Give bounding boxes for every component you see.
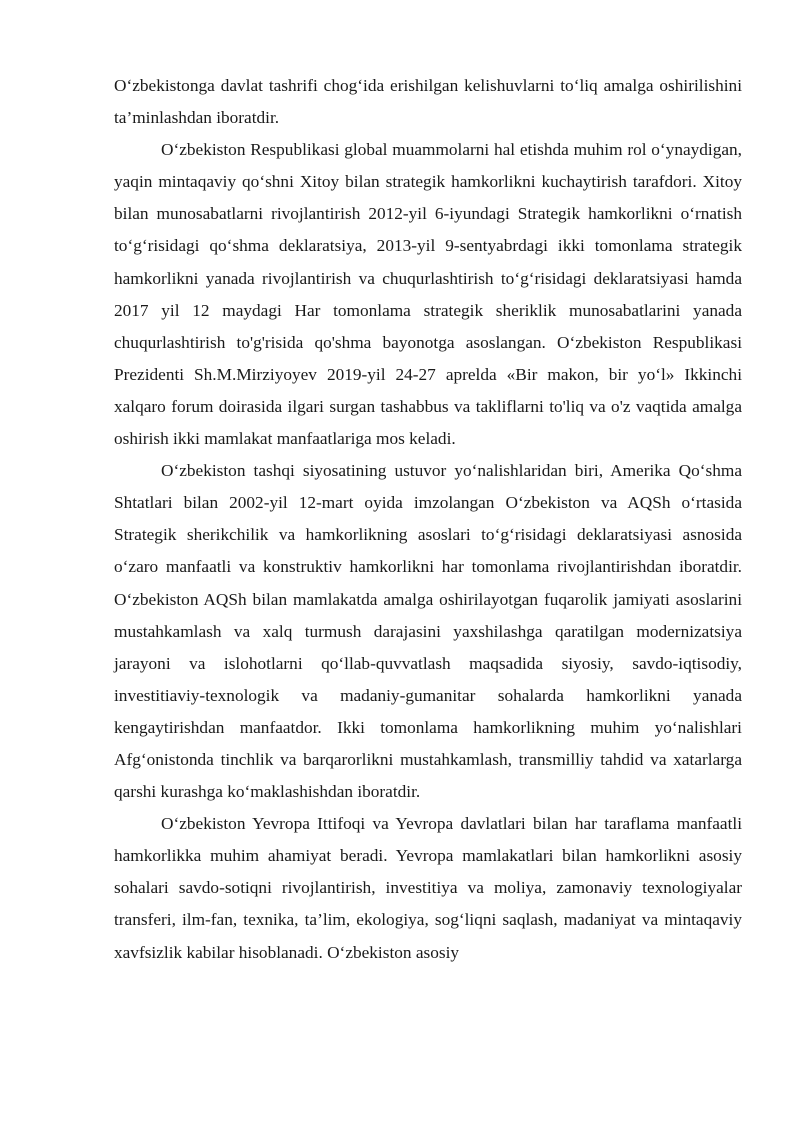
paragraph-2: O‘zbekiston Respublikasi global muammolarni hal etishda muhim rol o‘ynaydigan, yaqin mintaqaviy qo‘shni Xitoy bilan strategik hamkorlikni kuchaytirish tarafdori. Xitoy bilan munosabatlarni rivojlantirish 2012-yil 6-iyundagi Strategik hamkorlikni o‘rnatish to‘g‘risidagi qo‘shma deklaratsiya, 2013-yil 9-sentyabrdagi ikki tomonlama strategik hamkorlikni yanada rivojlantirish va chuqurlashtirish to‘g‘risidagi deklaratsiyasi hamda 2017 yil 12 maydagi Har tomonlama strategik sheriklik munosabatlarini yanada chuqurlashtirish to'g'risida qo'shma bayonotga asoslangan. O‘zbekiston Respublikasi Prezidenti Sh.M.Mirziyoyev 2019-yil 24-27 aprelda «Bir makon, bir yo‘l» Ikkinchi xalqaro forum doirasida ilgari surgan tashabbus va takliflarni to'liq va o'z vaqtida amalga oshirish ikki mamlakat manfaatlariga mos keladi. xyxy=(114,140,742,449)
paragraph-1: O‘zbekistonga davlat tashrifi chog‘ida erishilgan kelishuvlarni to‘liq amalga oshirilishini ta’minlashdan iboratdir. xyxy=(114,76,742,128)
paragraph-3: O‘zbekiston tashqi siyosatining ustuvor yo‘nalishlaridan biri, Amerika Qo‘shma Shtatlari bilan 2002-yil 12-mart oyida imzolangan O‘zbekiston va AQSh o‘rtasida Strategik sherikchilik va hamkorlikning asoslari to‘g‘risidagi deklaratsiyasi asnosida o‘zaro manfaatli va konstruktiv hamkorlikni har tomonlama rivojlantirishdan iboratdir. O‘zbekiston AQSh bilan mamlakatda amalga oshirilayotgan fuqarolik jamiyati asoslarini mustahkamlash va xalq turmush darajasini yaxshilashga qaratilgan modernizatsiya jarayoni va islohotlarni qo‘llab-quvvatlash maqsadida siyosiy, savdo-iqtisodiy, investitiaviy-texnologik va madaniy-gumanitar sohalarda hamkorlikni yanada kengaytirishdan manfaatdor. Ikki tomonlama hamkorlikning muhim yo‘nalishlari Afg‘onistonda tinchlik va barqarorlikni mustahkamlash, transmilliy tahdid va xatarlarga qarshi kurashga ko‘maklashishdan iboratdir. xyxy=(114,461,742,802)
paragraph-4: O‘zbekiston Yevropa Ittifoqi va Yevropa davlatlari bilan har taraflama manfaatli hamkorlikka muhim ahamiyat beradi. Yevropa mamlakatlari bilan hamkorlikni asosiy sohalari savdo-sotiqni rivojlantirish, investitiya va moliya, zamonaviy texnologiyalar transferi, ilm-fan, texnika, ta’lim, ekologiya, sog‘liqni saqlash, madaniyat va mintaqaviy xavfsizlik kabilar hisoblanadi. O‘zbekiston asosiy xyxy=(114,814,742,962)
document-page xyxy=(114,70,742,969)
